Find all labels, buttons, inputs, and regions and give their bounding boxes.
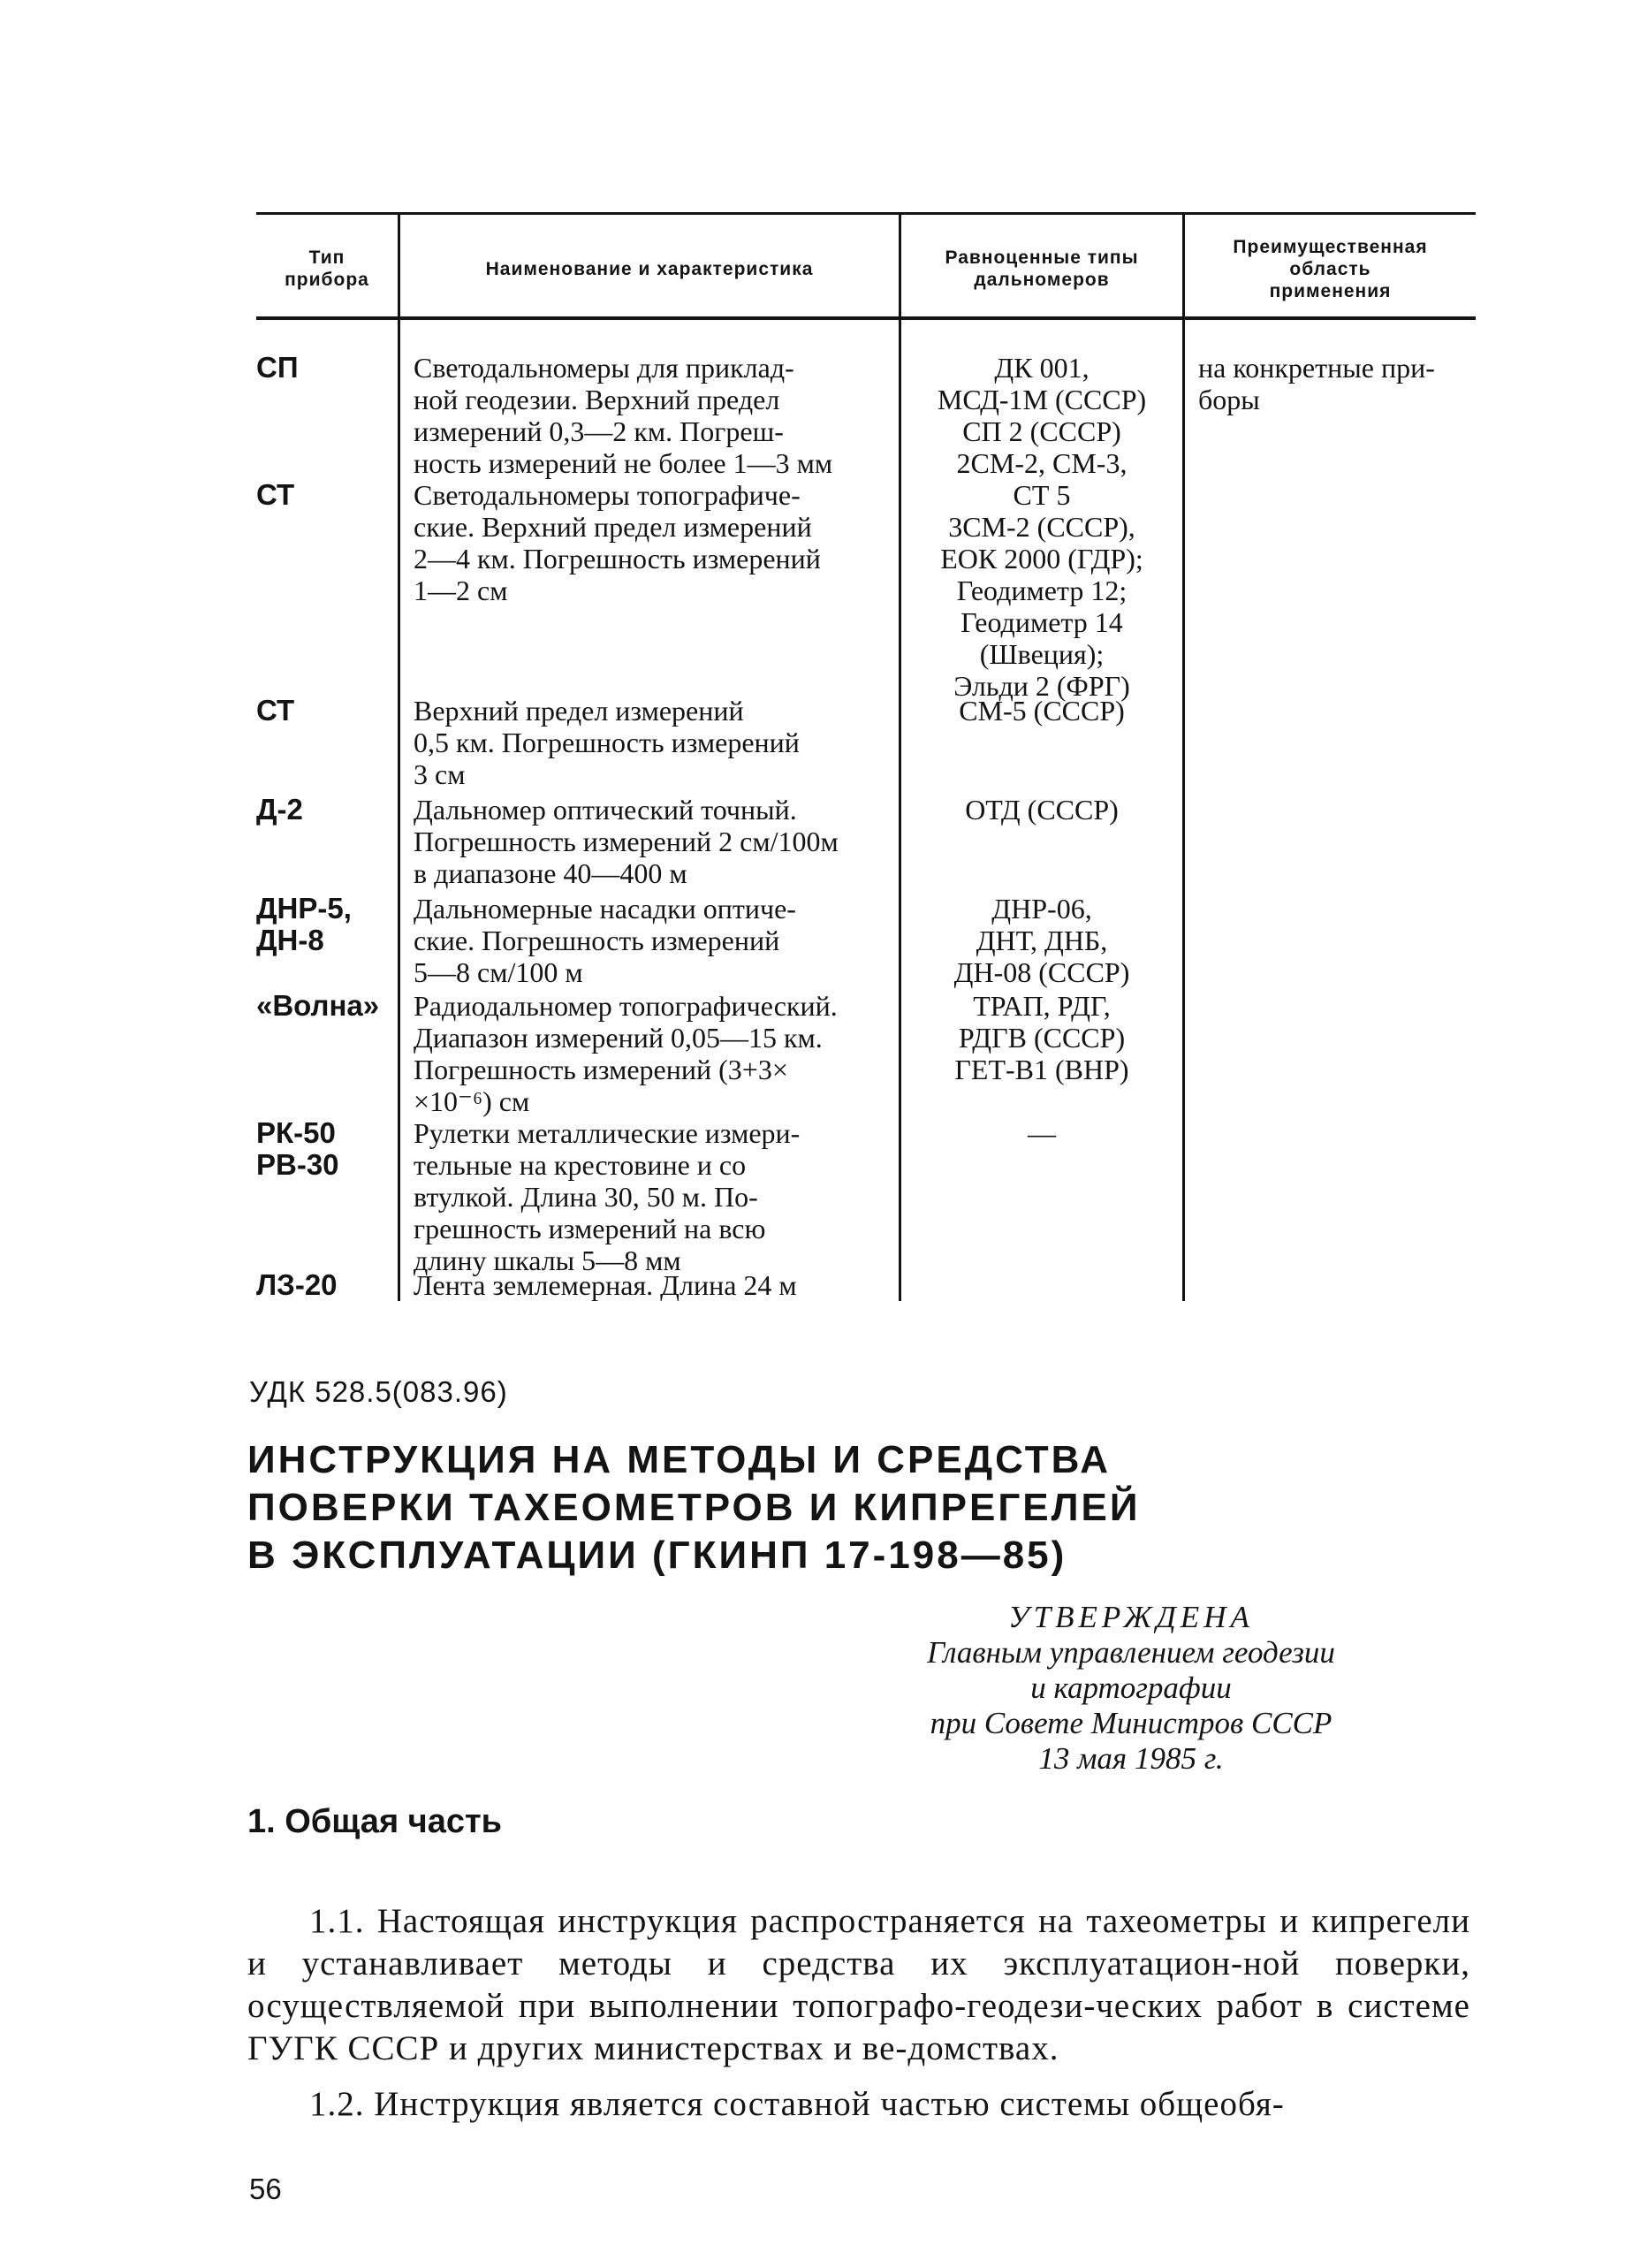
type-line: ДН-8 (256, 924, 324, 956)
desc-line: ские. Верхний предел измерений (414, 511, 812, 543)
type-line: РВ-30 (256, 1148, 339, 1181)
header-name: Наименование и характеристика (485, 258, 814, 279)
type-line: «Волна» (256, 989, 380, 1022)
row-equivalent (901, 794, 1182, 826)
title-line: ПОВЕРКИ ТАХЕОМЕТРОВ И КИПРЕГЕЛЕЙ (247, 1486, 1141, 1529)
page-number: 56 (249, 2173, 282, 2205)
type-line: РК-50 (256, 1116, 336, 1149)
equiv-line: ЕОК 2000 (ГДР); (940, 543, 1143, 575)
equiv-line: Эльди 2 (ФРГ) (953, 670, 1130, 702)
equiv-line: СМ-5 (СССР) (959, 695, 1125, 727)
row-type (256, 1269, 389, 1301)
row-type (256, 479, 389, 511)
row-description (414, 990, 891, 1117)
equiv-line: ДНР-06, (991, 893, 1092, 925)
desc-line: Дальномер оптический точный. (414, 794, 797, 826)
equiv-line: ОТД (СССР) (965, 794, 1119, 826)
type-line: Д-2 (256, 793, 303, 826)
row-type (256, 1117, 389, 1181)
equiv-line: РДГВ (СССР) (958, 1022, 1126, 1054)
desc-line: Погрешность измерений 2 см/100м (414, 826, 839, 857)
equiv-line: 2СМ-2, СМ-3, (956, 447, 1128, 479)
row-equivalent (901, 352, 1182, 479)
equiv-line: СП 2 (СССР) (962, 415, 1121, 447)
approval-line: Главным управлением геодезии (927, 1635, 1335, 1670)
row-type (256, 794, 389, 826)
row-description (414, 695, 891, 790)
equiv-line: Геодиметр 14 (960, 606, 1123, 638)
desc-line: грешность измерений на всю (414, 1213, 766, 1244)
desc-line: Радиодальномер топографический. (414, 990, 838, 1022)
desc-line: 5—8 см/100 м (414, 956, 583, 988)
equiv-line: МСД-1М (СССР) (937, 384, 1147, 415)
equiv-line: — (1028, 1117, 1056, 1149)
desc-line: Светодальномеры для приклад- (414, 352, 794, 384)
table-header-rule (256, 316, 1476, 320)
title-line: В ЭКСПЛУАТАЦИИ (ГКИНП 17-198—85) (247, 1534, 1067, 1577)
equiv-line: ДНТ, ДНБ, (976, 925, 1108, 956)
desc-line: 2—4 км. Погрешность измерений (414, 543, 821, 575)
paragraph: 1.1. Настоящая инструкция распространяется на тахеометры и кипрегели и устанавливает методы и средства их эксплуатацион-ной поверки, осуществляемой при выполнении топографо-геодези-ческих работ в системе ГУГК СССР и других министерствах и ве-домствах. (247, 1902, 1470, 2067)
header-equivalent: Равноценные типы дальномеров (945, 247, 1139, 290)
row-description (414, 794, 891, 889)
approval-block (848, 1600, 1414, 1777)
desc-line: Диапазон измерений 0,05—15 км. (414, 1022, 823, 1054)
desc-line: Светодальномеры топографиче- (414, 479, 801, 511)
type-line: СТ (256, 694, 295, 727)
row-description (414, 1117, 891, 1276)
desc-line: Дальномерные насадки оптиче- (414, 893, 796, 925)
row-equivalent (901, 893, 1182, 988)
approval-line: и картографии (1030, 1671, 1232, 1705)
type-line: ЛЗ-20 (256, 1268, 338, 1301)
approval-heading: УТВЕРЖДЕНА (1008, 1600, 1254, 1634)
desc-line: 0,5 км. Погрешность измерений (414, 727, 800, 758)
udc-code: УДК 528.5(083.96) (249, 1375, 508, 1408)
equiv-line: ГЕТ-В1 (ВНР) (954, 1054, 1129, 1085)
desc-line: Лента землемерная. Длина 24 м (414, 1269, 797, 1301)
equiv-line: ДК 001, (994, 352, 1090, 384)
row-equivalent (901, 990, 1182, 1085)
header-area: Преимущественная область применения (1233, 236, 1428, 301)
row-description (414, 1269, 891, 1301)
equiv-line: (Швеция); (979, 638, 1105, 670)
row-description (414, 352, 891, 479)
desc-line: тельные на крестовине и со (414, 1149, 747, 1181)
desc-line: 1—2 см (414, 575, 508, 606)
row-type (256, 893, 389, 956)
desc-line: длину шкалы 5—8 мм (414, 1244, 681, 1276)
desc-line: ские. Погрешность измерений (414, 925, 780, 956)
type-line: СТ (256, 478, 295, 511)
application-area-note: на конкретные при- боры (1198, 352, 1435, 415)
equiv-line: СТ 5 (1013, 479, 1071, 511)
row-equivalent (901, 1117, 1182, 1149)
desc-line: 3 см (414, 758, 466, 790)
equiv-line: ДН-08 (СССР) (953, 956, 1130, 988)
column-divider (398, 212, 400, 1301)
desc-line: ной геодезии. Верхний предел (414, 384, 780, 415)
row-equivalent (901, 479, 1182, 702)
desc-line: Верхний предел измерений (414, 695, 744, 727)
desc-line: в диапазоне 40—400 м (414, 857, 687, 889)
document-title (247, 1436, 1502, 1579)
desc-line: Погрешность измерений (3+3× (414, 1054, 788, 1085)
column-divider (1182, 212, 1185, 1301)
desc-line: измерений 0,3—2 км. Погреш- (414, 415, 784, 447)
row-description (414, 479, 891, 606)
type-line: СП (256, 351, 299, 384)
equiv-line: Геодиметр 12; (956, 575, 1128, 606)
table-top-rule (256, 212, 1476, 215)
row-type (256, 990, 389, 1022)
equiv-line: ТРАП, РДГ, (973, 990, 1111, 1022)
desc-line: Рулетки металлические измери- (414, 1117, 801, 1149)
desc-line: втулкой. Длина 30, 50 м. По- (414, 1181, 758, 1213)
approval-line: при Совете Министров СССР (930, 1706, 1332, 1740)
section-heading: 1. Общая часть (247, 1803, 502, 1840)
title-line: ИНСТРУКЦИЯ НА МЕТОДЫ И СРЕДСТВА (247, 1438, 1111, 1481)
instrument-table (256, 212, 1476, 1308)
approval-line: 13 мая 1985 г. (1038, 1741, 1224, 1776)
row-description (414, 893, 891, 988)
row-type (256, 695, 389, 727)
header-type: Тип прибора (285, 247, 369, 290)
row-type (256, 352, 389, 384)
equiv-line: 3СМ-2 (СССР), (948, 511, 1135, 543)
paragraph: 1.2. Инструкция является составной частью системы общеобя- (309, 2085, 1285, 2123)
row-equivalent (901, 695, 1182, 727)
desc-line: ность измерений не более 1—3 мм (414, 447, 833, 479)
desc-line: ×10⁻⁶) см (414, 1085, 530, 1117)
type-line: ДНР-5, (256, 892, 352, 925)
